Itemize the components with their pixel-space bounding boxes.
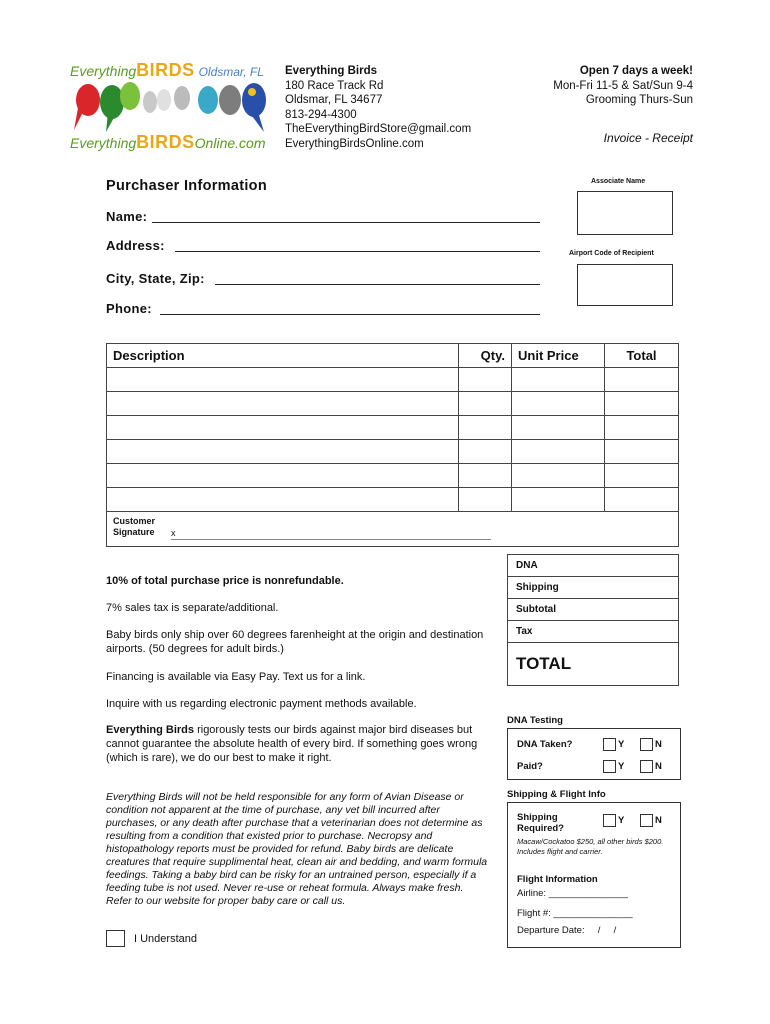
- table-row[interactable]: [107, 416, 679, 440]
- signature-field[interactable]: [171, 539, 491, 540]
- store-hours: [553, 64, 693, 108]
- departure-date-field[interactable]: Departure Date: / /: [517, 925, 617, 936]
- table-row[interactable]: [107, 368, 679, 392]
- col-unit-price: Unit Price: [512, 344, 605, 368]
- dna-testing-box: [507, 728, 681, 780]
- understand-checkbox[interactable]: [106, 930, 125, 947]
- items-table: [106, 343, 679, 547]
- financing-note: Financing is available via Easy Pay. Text us for a link.: [106, 671, 366, 683]
- phone-field[interactable]: [160, 314, 540, 315]
- logo-top-text: EverythingBIRDS Oldsmar, FL: [70, 60, 264, 80]
- dna-taken-label: DNA Taken?: [517, 739, 573, 750]
- grand-total[interactable]: TOTAL: [508, 643, 679, 686]
- document-type: Invoice - Receipt: [603, 131, 693, 145]
- airport-field[interactable]: [577, 264, 673, 306]
- shipping-required-label: Shipping Required?: [517, 812, 564, 834]
- city-label: City, State, Zip:: [106, 271, 205, 286]
- logo-bottom-text: EverythingBIRDSOnline.com: [70, 132, 266, 152]
- name-field[interactable]: [152, 222, 540, 223]
- nonrefundable-note: 10% of total purchase price is nonrefundable.: [106, 575, 344, 587]
- dna-taken-yes-checkbox[interactable]: [603, 738, 616, 751]
- dna-paid-no-checkbox[interactable]: [640, 760, 653, 773]
- phone-label: Phone:: [106, 301, 152, 316]
- store-logo: [68, 58, 278, 154]
- signature-label-2: Signature: [113, 527, 155, 537]
- shipping-temp-note: Baby birds only ship over 60 degrees farenheight at the origin and destination airports. (50 degrees for adult birds.): [106, 629, 484, 655]
- health-testing-note: Everything Birds rigorously tests our birds against major bird diseases but cannot guarantee the absolute health of every bird. If something goes wrong (which is rare), we do our best to make it right.: [106, 724, 478, 764]
- signature-row: [107, 512, 679, 547]
- sales-tax-note: 7% sales tax is separate/additional.: [106, 602, 279, 614]
- hours-grooming: Grooming Thurs-Sun: [585, 94, 693, 106]
- associate-field[interactable]: [577, 191, 673, 235]
- table-row[interactable]: [107, 392, 679, 416]
- store-website: EverythingBirdsOnline.com: [285, 137, 424, 150]
- store-address: 180 Race Track Rd: [285, 79, 384, 92]
- flight-info-title: Flight Information: [517, 874, 598, 885]
- dna-testing-title: DNA Testing: [507, 715, 563, 726]
- parrots-illustration: [68, 78, 278, 132]
- store-phone: 813-294-4300: [285, 108, 357, 121]
- address-field[interactable]: [175, 251, 540, 252]
- col-total: Total: [605, 344, 679, 368]
- shipping-yes-label: Y: [618, 815, 625, 826]
- signature-x: x: [171, 528, 176, 538]
- flight-number-field[interactable]: Flight #: _______________: [517, 908, 633, 919]
- store-city: Oldsmar, FL 34677: [285, 94, 383, 106]
- dna-taken-no-checkbox[interactable]: [640, 738, 653, 751]
- hours-headline: Open 7 days a week!: [579, 65, 693, 77]
- airport-label: Airport Code of Recipient: [569, 250, 654, 257]
- store-info: [285, 64, 471, 151]
- purchaser-title: Purchaser Information: [106, 178, 267, 194]
- dna-cost[interactable]: DNA: [508, 555, 679, 577]
- shipping-no-checkbox[interactable]: [640, 814, 653, 827]
- dna-paid-yes-checkbox[interactable]: [603, 760, 616, 773]
- associate-label: Associate Name: [591, 178, 646, 185]
- dna-paid-yes-label: Y: [618, 761, 625, 772]
- dna-paid-label: Paid?: [517, 761, 543, 772]
- dna-taken-yes-label: Y: [618, 739, 625, 750]
- shipping-price-note: Macaw/Cockatoo $250, all other birds $200. Includes flight and carrier.: [517, 837, 664, 856]
- city-field[interactable]: [215, 284, 540, 285]
- table-row[interactable]: [107, 488, 679, 512]
- table-header-row: [107, 344, 679, 368]
- dna-paid-no-label: N: [655, 761, 662, 772]
- store-email: TheEverythingBirdStore@gmail.com: [285, 123, 472, 135]
- tax[interactable]: Tax: [508, 621, 679, 643]
- shipping-no-label: N: [655, 815, 662, 826]
- shipping-cost[interactable]: Shipping: [508, 577, 679, 599]
- shipping-info-title: Shipping & Flight Info: [507, 789, 606, 800]
- col-description: Description: [107, 344, 459, 368]
- table-row[interactable]: [107, 464, 679, 488]
- airline-field[interactable]: Airline: _______________: [517, 888, 628, 899]
- shipping-yes-checkbox[interactable]: [603, 814, 616, 827]
- address-label: Address:: [106, 238, 165, 253]
- subtotal[interactable]: Subtotal: [508, 599, 679, 621]
- electronic-payment-note: Inquire with us regarding electronic payment methods available.: [106, 698, 417, 710]
- signature-label-1: Customer: [113, 516, 156, 526]
- col-qty: Qty.: [459, 344, 512, 368]
- shipping-info-box: [507, 802, 681, 948]
- hours-weekday: Mon-Fri 11-5 & Sat/Sun 9-4: [553, 79, 693, 92]
- disclaimer: Everything Birds will not be held responsible for any form of Avian Disease or condition not apparent at the time of purchase, any vet bill incurred after purchases, or any death after purchase that a veterinarian does not determine as resulting from a condition that existed prior to purchase. Necropsy and histopathology reports must be provided for refund. Baby birds are delicate creatures that require supplimental heat, clean air and bedding, and warm formula feedings. Taking a baby bird can be risky for an untrained person, especially if a feeding tube is not used. Never re-use or reheat formula. Always make fresh. Refer to our website for proper baby care or call us.: [106, 791, 488, 907]
- dna-taken-no-label: N: [655, 739, 662, 750]
- table-row[interactable]: [107, 440, 679, 464]
- summary-table: [507, 554, 679, 686]
- store-name: Everything Birds: [285, 65, 378, 77]
- understand-label: I Understand: [134, 933, 197, 945]
- name-label: Name:: [106, 209, 148, 224]
